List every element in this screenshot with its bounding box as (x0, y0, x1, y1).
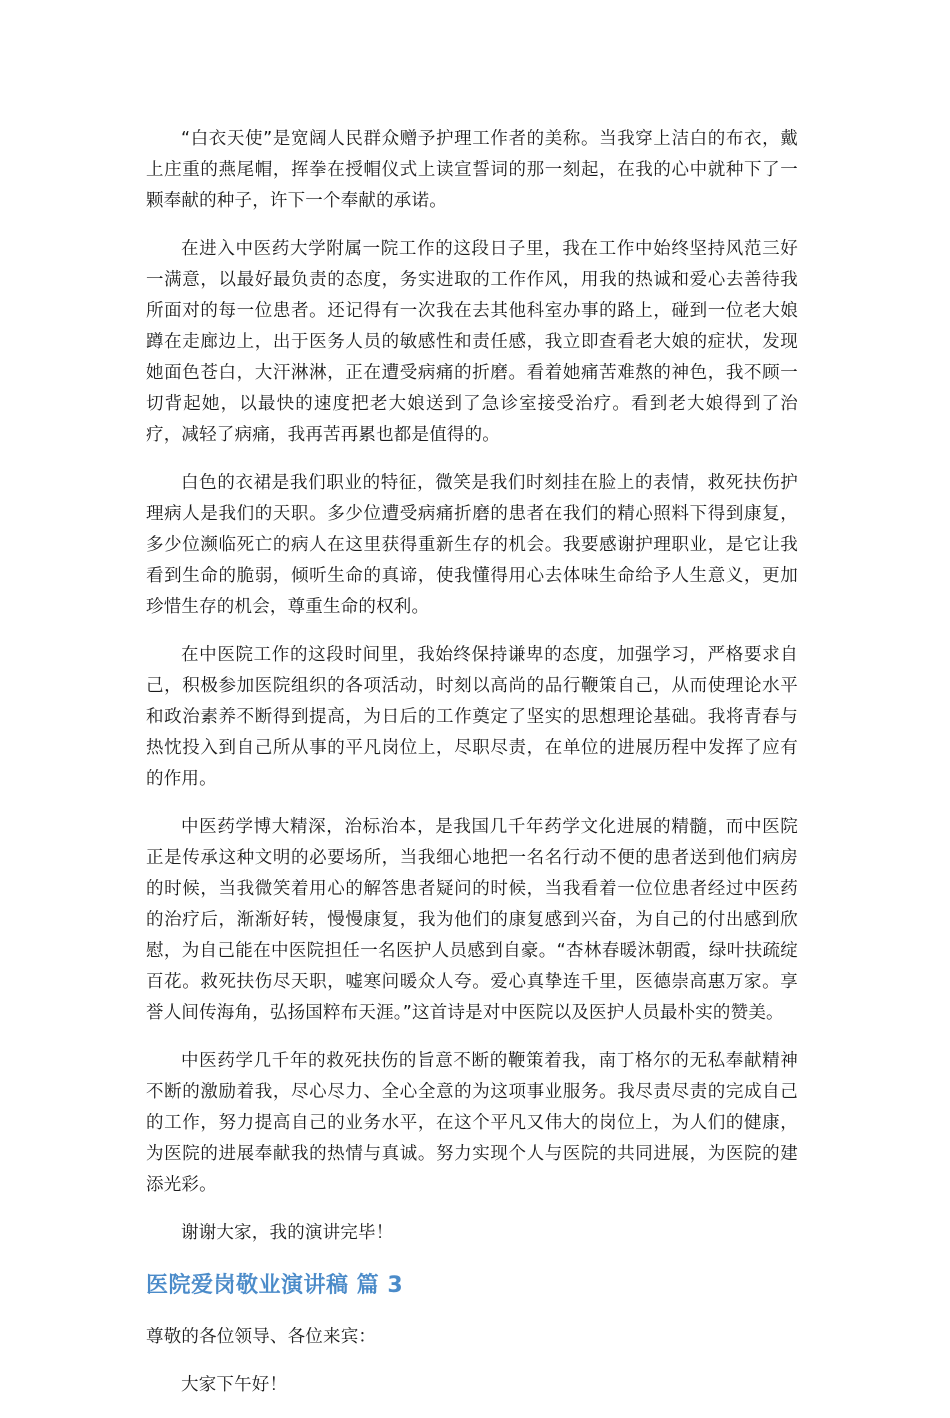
section-heading: 医院爱岗敬业演讲稿 篇 3 (146, 1273, 404, 1298)
paragraph-white-angel: “白衣天使”是宽阔人民群众赠予护理工作者的美称。当我穿上洁白的布衣，戴上庄重的燕尾帽，挥拳在授帽仪式上读宣誓词的那一刻起，在我的心中就种下了一颗奉献的种子，许下一个奉献的承诺。 (146, 129, 798, 211)
paragraph-hospital-work: 在进入中医药大学附属一院工作的这段日子里，我在工作中始终坚持风范三好一满意，以最好最负责的态度，务实进取的工作作风，用我的热诚和爱心去善待我所面对的每一位患者。还记得有一次我在去其他科室办事的路上，碰到一位老大娘蹲在走廊边上，出于医务人员的敏感性和责任感，我立即查看老大娘的症状，发现她面色苍白，大汗淋淋，正在遭受病痛的折磨。看着她痛苦难熬的神色，我不顾一切背起她，以最快的速度把老大娘送到了急诊室接受治疗。看到老大娘得到了治疗，减轻了病痛，我再苦再累也都是值得的。 (146, 239, 798, 445)
paragraph-tcm-culture: 中医药学博大精深，治标治本，是我国几千年药学文化进展的精髓，而中医院正是传承这种文明的必要场所，当我细心地把一名名行动不便的患者送到他们病房的时候，当我微笑着用心的解答患者疑问的时候，当我看着一位位患者经过中医药的治疗后，渐渐好转，慢慢康复，我为他们的康复感到兴奋，为自己的付出感到欣慰，为自己能在中医院担任一名医护人员感到自豪。“杏林春暖沐朝霞，绿叶扶疏绽百花。救死扶伤尽天职，嘘寒问暖众人夸。爱心真挚连千里，医德崇高惠万家。享誉人间传海角，弘扬国粹布天涯。”这首诗是对中医院以及医护人员最朴实的赞美。 (146, 817, 798, 1023)
greeting: 大家下午好！ (181, 1375, 288, 1395)
document-body (146, 124, 798, 1418)
paragraph-dedication: 中医药学几千年的救死扶伤的旨意不断的鞭策着我，南丁格尔的无私奉献精神不断的激励着我，尽心尽力、全心全意的为这项事业服务。我尽责尽责的完成自己的工作，努力提高自己的业务水平，在这个平凡又伟大的岗位上，为人们的健康，为医院的进展奉献我的热情与真诚。努力实现个人与医院的共同进展，为医院的建添光彩。 (146, 1051, 798, 1195)
paragraph-white-uniform: 白色的衣裙是我们职业的特征，微笑是我们时刻挂在脸上的表情，救死扶伤护理病人是我们的天职。多少位遭受病痛折磨的患者在我们的精心照料下得到康复，多少位濒临死亡的病人在这里获得重新生存的机会。我要感谢护理职业，是它让我看到生命的脆弱，倾听生命的真谛，使我懂得用心去体味生命给予人生意义，更加珍惜生存的机会，尊重生命的权利。 (146, 473, 798, 617)
paragraph-humble-attitude: 在中医院工作的这段时间里，我始终保持谦卑的态度，加强学习，严格要求自己，积极参加医院组织的各项活动，时刻以高尚的品行鞭策自己，从而使理论水平和政治素养不断得到提高，为日后的工作奠定了坚实的思想理论基础。我将青春与热忱投入到自己所从事的平凡岗位上，尽职尽责，在单位的进展历程中发挥了应有的作用。 (146, 645, 798, 789)
salutation: 尊敬的各位领导、各位来宾： (146, 1327, 377, 1347)
paragraph-closing: 谢谢大家，我的演讲完毕！ (181, 1223, 394, 1243)
